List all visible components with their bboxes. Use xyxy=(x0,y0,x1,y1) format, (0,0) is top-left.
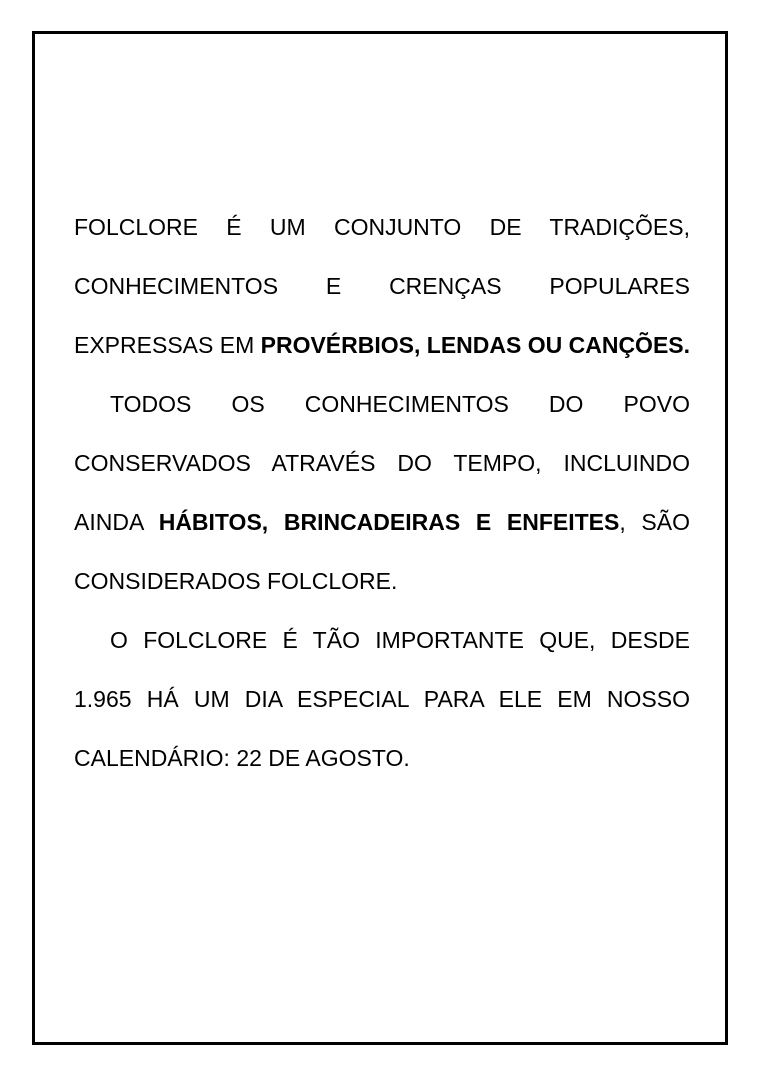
paragraph-2-text-start: TODOS OS CONHECIMENTOS DO POVO CONSERVADOS ATRAVÉS DO TEMPO, INCLUINDO AINDA xyxy=(74,391,690,535)
document-body xyxy=(74,198,690,788)
paragraph-1-text: FOLCLORE É UM CONJUNTO DE TRADIÇÕES, CONHECIMENTOS E CRENÇAS POPULARES EXPRESSAS EM xyxy=(74,214,690,358)
paragraph-definition xyxy=(74,198,690,375)
paragraph-2-text-end: , SÃO CONSIDERADOS FOLCLORE. xyxy=(74,509,690,594)
paragraph-date xyxy=(74,611,690,788)
paragraph-knowledge xyxy=(74,375,690,611)
paragraph-1-bold-text: PROVÉRBIOS, LENDAS OU CANÇÕES. xyxy=(260,332,691,358)
paragraph-3-text: O FOLCLORE É TÃO IMPORTANTE QUE, DESDE 1.965 HÁ UM DIA ESPECIAL PARA ELE EM NOSSO CALENDÁRIO: 22 DE AGOSTO. xyxy=(74,627,690,771)
paragraph-2-bold-text: HÁBITOS, BRINCADEIRAS E ENFEITES xyxy=(158,509,620,535)
